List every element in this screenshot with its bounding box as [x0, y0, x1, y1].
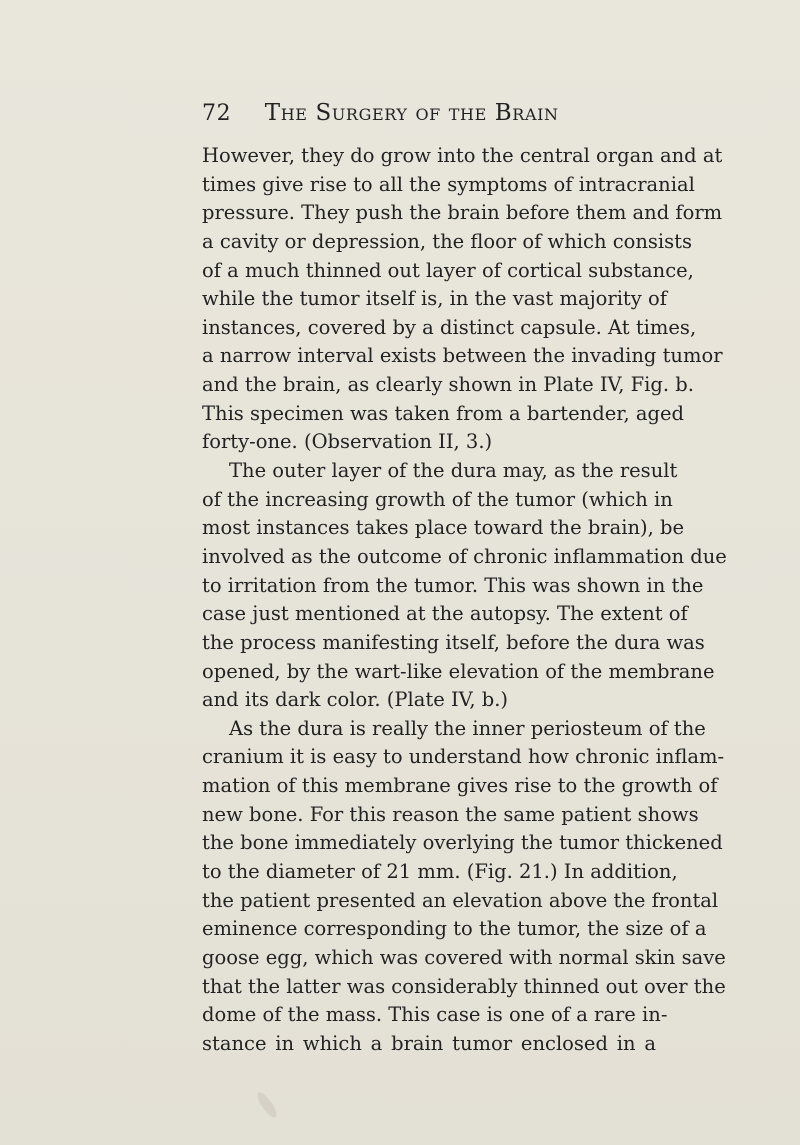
text-line: dome of the mass. This case is one of a rare in- — [202, 1003, 668, 1027]
text-line: mation of this membrane gives rise to the growth of — [202, 774, 718, 798]
text-line: involved as the outcome of chronic inflammation due — [202, 544, 727, 568]
page-number: 72 — [202, 101, 232, 126]
text-line: and its dark color. (Plate IV, b.) — [202, 688, 509, 712]
text-line: case just mentioned at the autopsy. The extent of — [202, 602, 688, 626]
running-title: The Surgery of the Brain — [264, 100, 559, 126]
text-line: goose egg, which was covered with normal skin save — [202, 945, 726, 969]
text-line: forty-one. (Observation II, 3.) — [202, 430, 493, 454]
text-line: cranium it is easy to understand how chronic inflam- — [202, 745, 725, 769]
text-line: of the increasing growth of the tumor (which in — [202, 487, 673, 511]
text-line: As the dura is really the inner periosteum of the — [229, 716, 706, 740]
text-line: eminence corresponding to the tumor, the size of a — [202, 917, 707, 941]
text-line: The outer layer of the dura may, as the result — [229, 459, 678, 483]
text-line: to irritation from the tumor. This was shown in the — [202, 573, 704, 597]
text-line: a narrow interval exists between the invading tumor — [202, 344, 723, 368]
text-line: that the latter was considerably thinned out over the — [202, 974, 726, 998]
text-line: while the tumor itself is, in the vast majority of — [202, 287, 667, 311]
text-line: the process manifesting itself, before the dura was — [202, 630, 705, 654]
text-line: the bone immediately overlying the tumor thickened — [202, 831, 723, 855]
text-line: This specimen was taken from a bartender, aged — [202, 401, 684, 425]
text-line: a cavity or depression, the floor of which consists — [202, 229, 693, 253]
text-line: stance in which a brain tumor enclosed in a — [202, 1031, 656, 1055]
running-head — [202, 100, 602, 134]
text-line: new bone. For this reason the same patient shows — [202, 802, 699, 826]
paper-smudge — [254, 1090, 279, 1120]
text-line: most instances takes place toward the brain), be — [202, 516, 685, 540]
text-line: the patient presented an elevation above the frontal — [202, 888, 719, 912]
text-line: pressure. They push the brain before them and form — [202, 201, 723, 225]
text-line: instances, covered by a distinct capsule. At times, — [202, 315, 697, 339]
text-line: times give rise to all the symptoms of intracranial — [202, 172, 695, 196]
text-line: However, they do grow into the central organ and at — [202, 144, 723, 167]
text-line: and the brain, as clearly shown in Plate IV, Fig. b. — [202, 373, 694, 397]
text-line: opened, by the wart-like elevation of the membrane — [202, 659, 715, 683]
text-line: to the diameter of 21 mm. (Fig. 21.) In addition, — [202, 860, 678, 884]
text-line: of a much thinned out layer of cortical substance, — [202, 258, 694, 282]
body-text — [202, 142, 727, 1059]
